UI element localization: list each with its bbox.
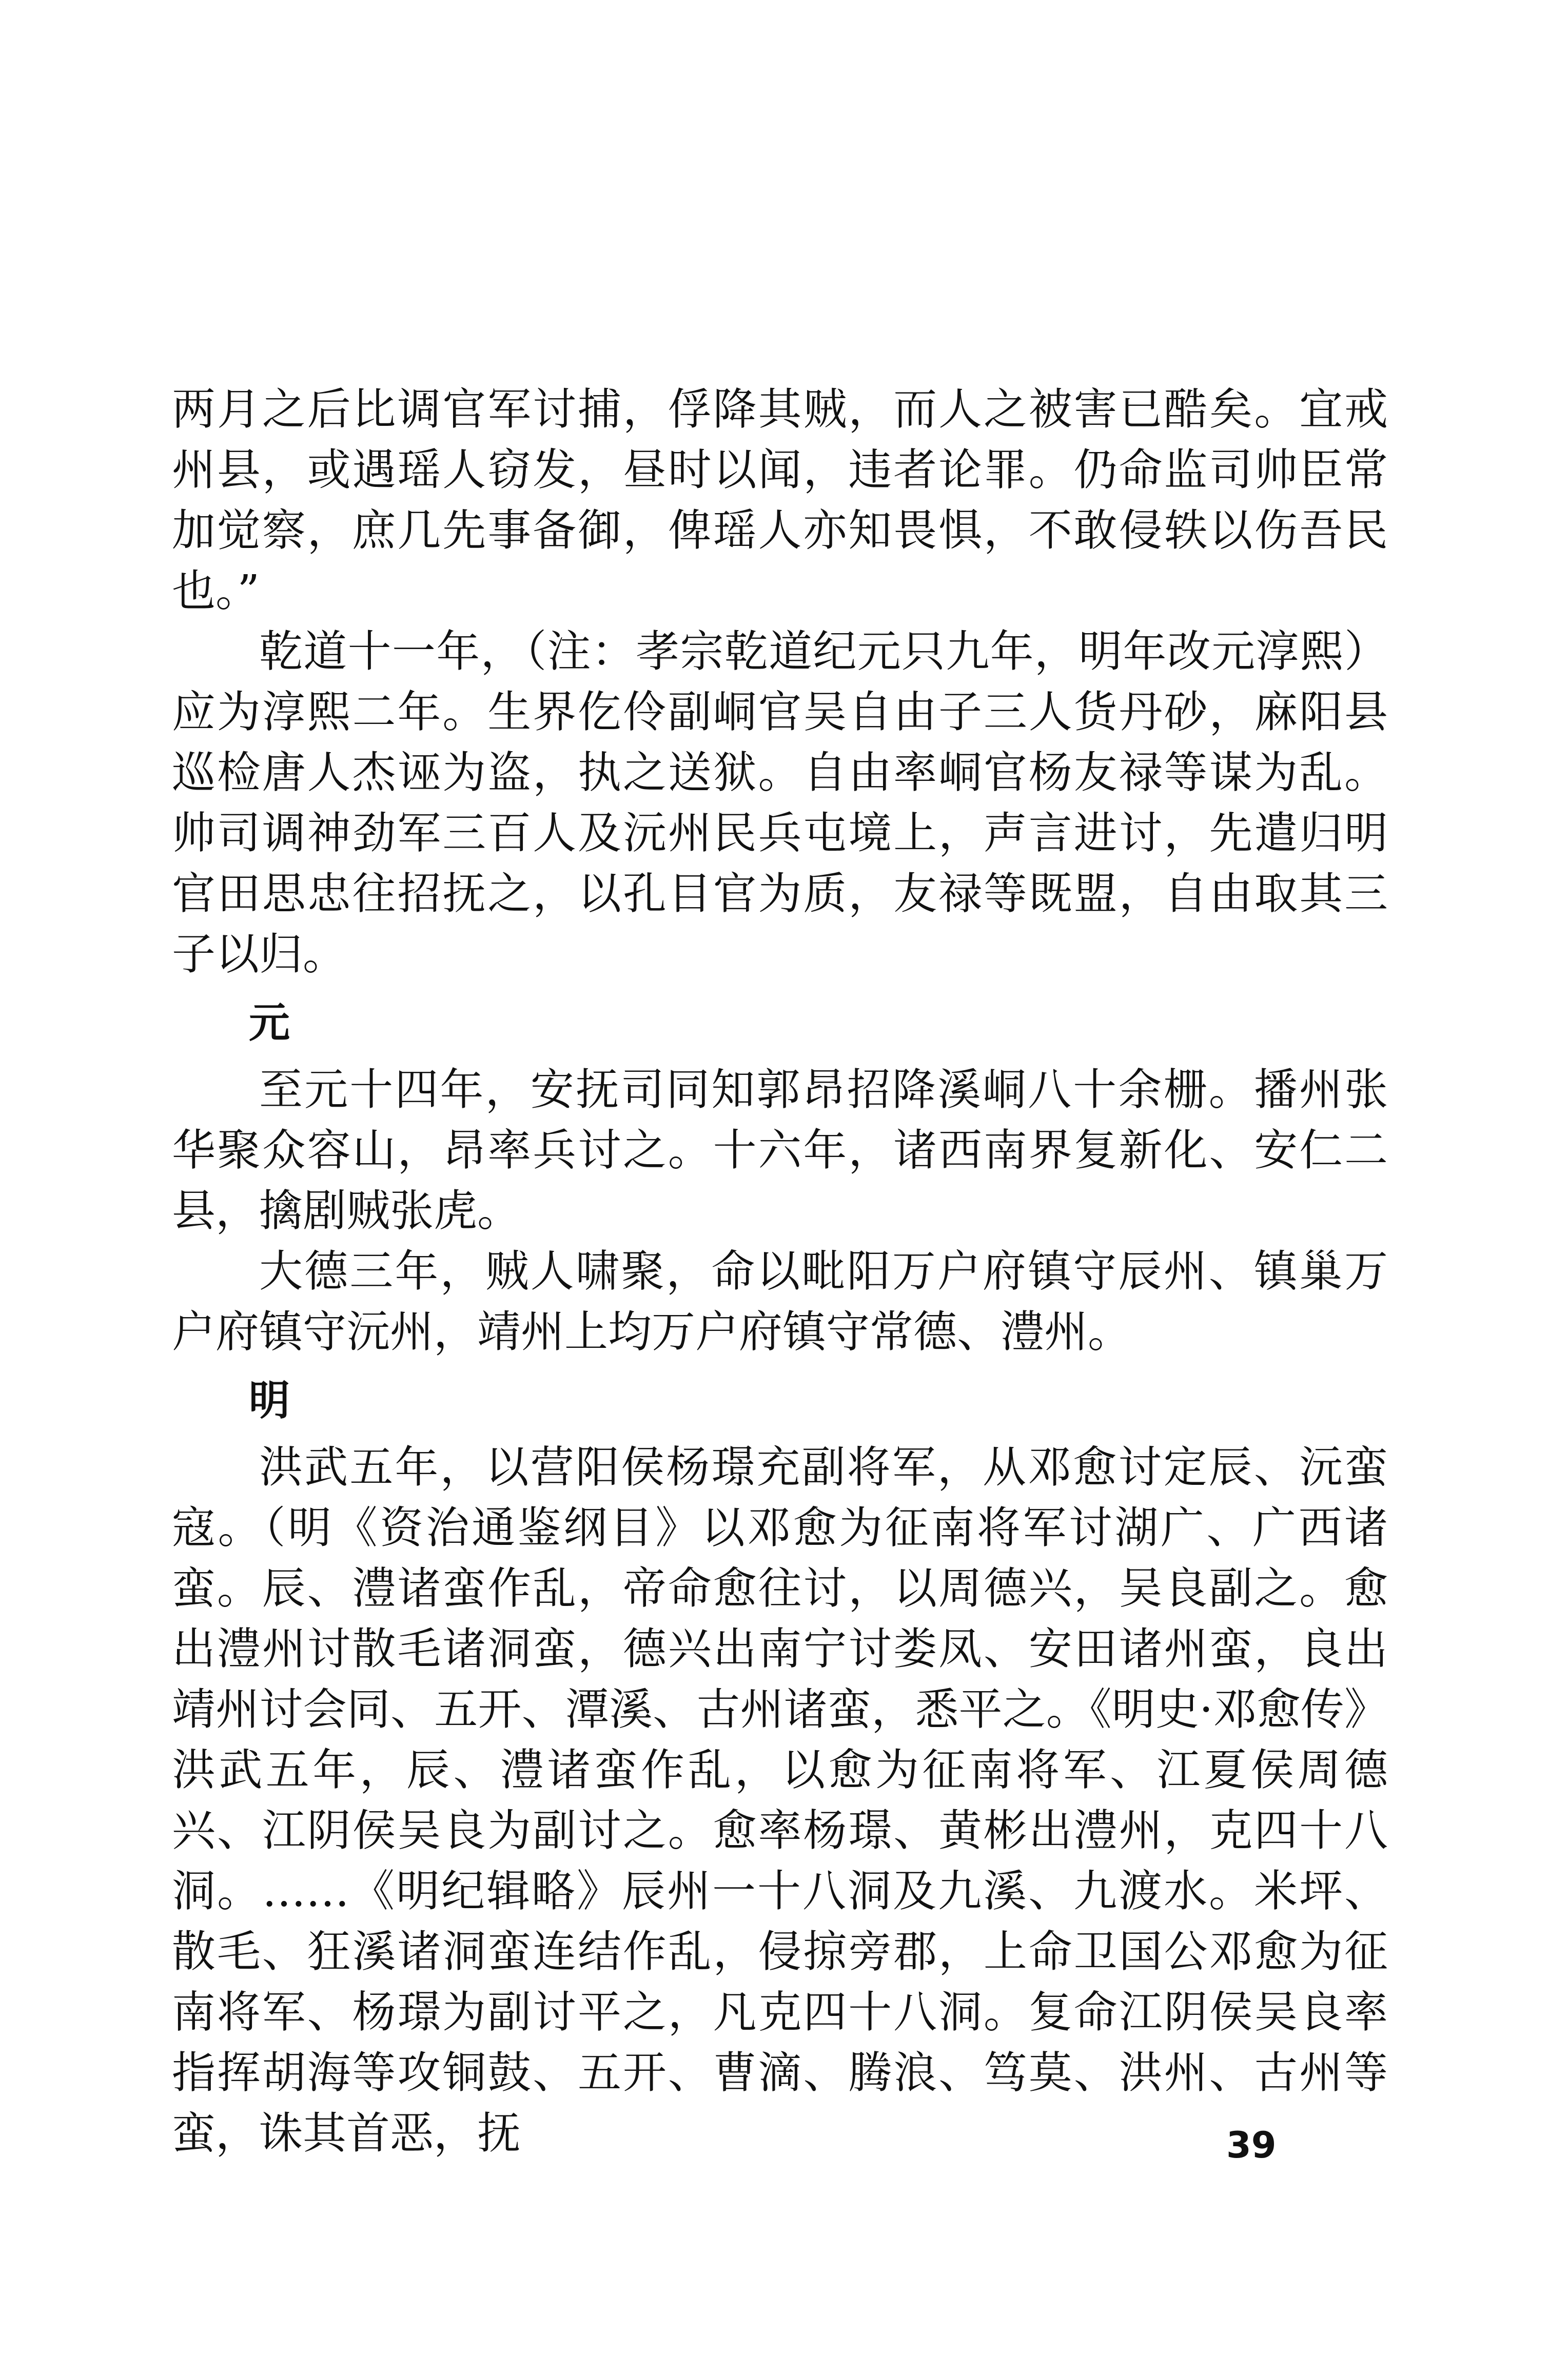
paragraph-1: 两月之后比调官军讨捕，俘降其贼，而人之被害已酷矣。宜戒州县，或遇瑶人窃发，昼时以闻，违者论罪。仍命监司帅臣常加觉察，庶几先事备御，俾瑶人亦知畏惧，不敢侵轶以伤吾民也。” <box>172 384 1388 617</box>
section-heading-yuan: 元 <box>249 998 290 1047</box>
page-number: 39 <box>1226 2124 1277 2166</box>
paragraph-2: 乾道十一年，（注：孝宗乾道纪元只九年，明年改元淳熙）应为淳熙二年。生界仡伶副峒官吴自由子三人货丹砂，麻阳县巡检唐人杰诬为盗，执之送狱。自由率峒官杨友禄等谋为乱。帅司调神劲军三百人及沅州民兵屯境上，声言进讨，先遣归明官田思忠往招抚之，以孔目官为质，友禄等既盟，自由取其三子以归。 <box>172 626 1388 980</box>
page-body <box>172 380 1388 2164</box>
section-heading-ming: 明 <box>249 1376 290 1424</box>
paragraph-4: 大德三年，贼人啸聚，命以毗阳万户府镇守辰州、镇巢万户府镇守沅州，靖州上均万户府镇守常德、澧州。 <box>172 1246 1388 1358</box>
paragraph-5: 洪武五年，以营阳侯杨璟充副将军，从邓愈讨定辰、沅蛮寇。（明《资治通鉴纲目》以邓愈为征南将军讨湖广、广西诸蛮。辰、澧诸蛮作乱，帝命愈往讨，以周德兴，吴良副之。愈出澧州讨散毛诸洞蛮，德兴出南宁讨娄凤、安田诸州蛮，良出靖州讨会同、五开、潭溪、古州诸蛮，悉平之。《明史·邓愈传》洪武五年，辰、澧诸蛮作乱，以愈为征南将军、江夏侯周德兴、江阴侯吴良为副讨之。愈率杨璟、黄彬出澧州，克四十八洞。……《明纪辑略》辰州一十八洞及九溪、九渡水。米坪、散毛、狂溪诸洞蛮连结作乱，侵掠旁郡，上命卫国公邓愈为征南将军、杨璟为副讨平之，凡克四十八洞。复命江阴侯吴良率指挥胡海等攻铜鼓、五开、曹滴、腾浪、笃莫、洪州、古州等蛮，诛其首恶，抚 <box>172 1442 1388 2159</box>
paragraph-3: 至元十四年，安抚司同知郭昂招降溪峒八十余栅。播州张华聚众容山，昂率兵讨之。十六年，诸西南界复新化、安仁二县，擒剧贼张虎。 <box>172 1065 1388 1237</box>
